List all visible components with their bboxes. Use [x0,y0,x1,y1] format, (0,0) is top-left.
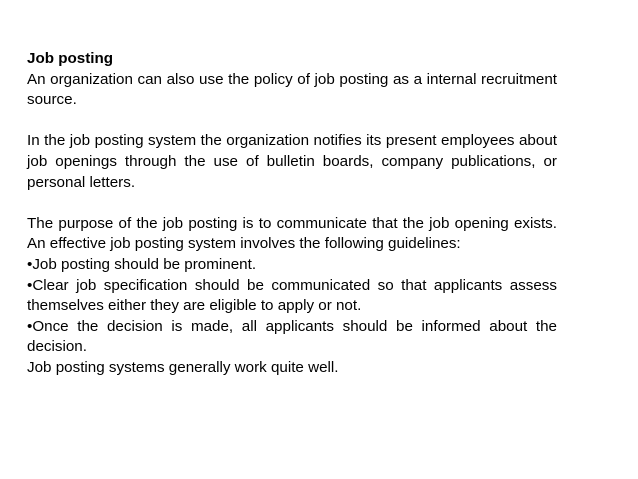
purpose-paragraph: The purpose of the job posting is to communicate that the job opening exists. An effective job posting system involves the following guidelines: [27,214,557,253]
paragraph-spacer [27,193,557,214]
slide-text-block [27,49,557,379]
guideline-bullet: •Once the decision is made, all applicants should be informed about the decision. [27,317,557,356]
paragraph-spacer [27,111,557,132]
closing-line: Job posting systems generally work quite well. [27,358,339,376]
intro-paragraph: An organization can also use the policy of job posting as a internal recruitment source. [27,70,557,109]
guideline-bullet: •Job posting should be prominent. [27,255,257,273]
slide-heading: Job posting [27,50,114,67]
posting-system-paragraph: In the job posting system the organization notifies its present employees about job openings through the use of bulletin boards, company publications, or personal letters. [27,132,557,191]
guideline-bullet: •Clear job specification should be communicated so that applicants assess themselves either they are eligible to apply or not. [27,276,557,315]
